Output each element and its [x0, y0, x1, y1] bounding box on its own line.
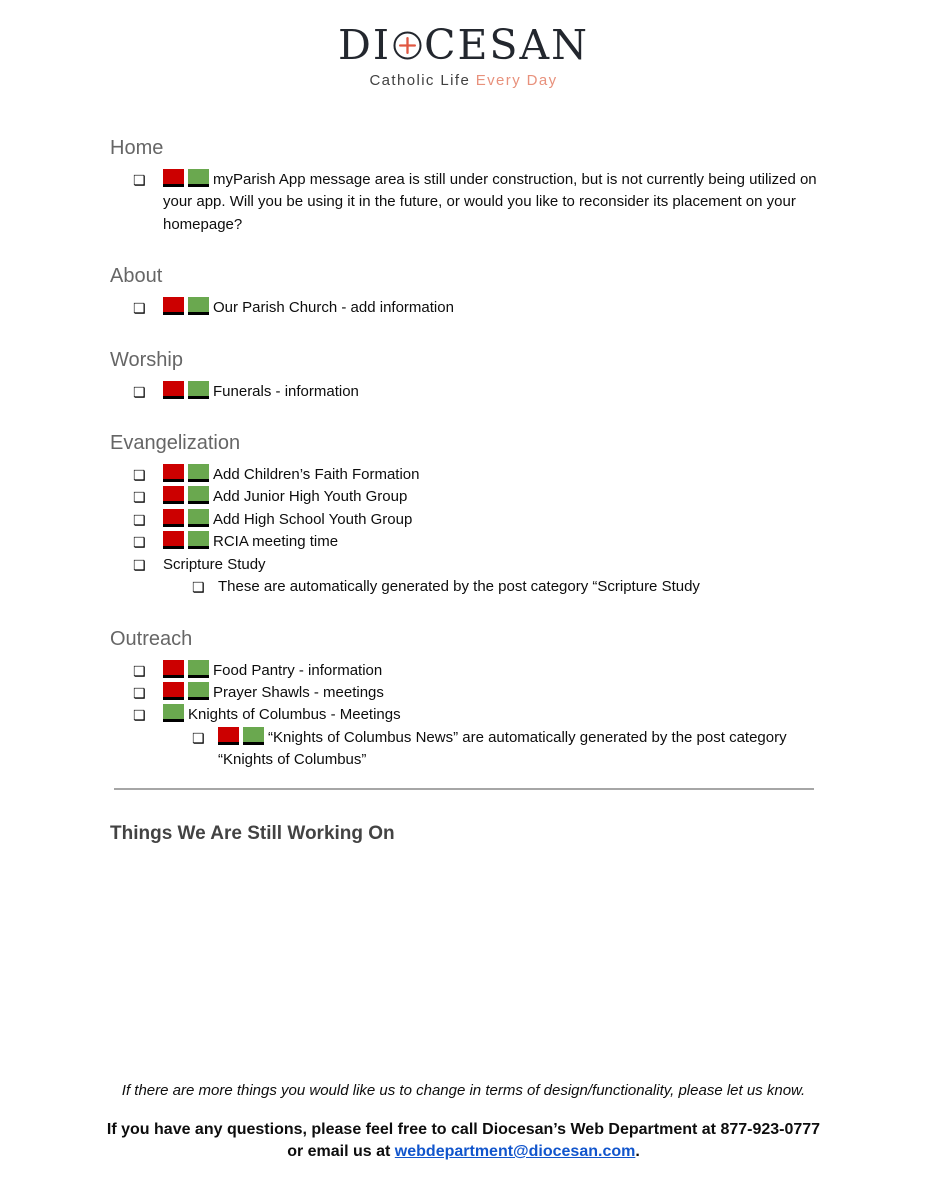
red-square-icon: [163, 509, 184, 527]
green-square-icon: [188, 381, 209, 399]
green-square-icon: [188, 660, 209, 678]
checklist-sections: [0, 135, 927, 772]
list-item: [0, 682, 819, 704]
green-square-icon: [188, 486, 209, 504]
green-square-icon: [188, 682, 209, 700]
list-item: [0, 554, 819, 576]
checkbox-icon: ❏: [133, 173, 146, 190]
red-square-icon: [163, 660, 184, 678]
red-square-icon: [163, 169, 184, 187]
section-list: [0, 464, 927, 598]
section-title-evangelization: Evangelization: [110, 432, 241, 455]
checkbox-icon: ❏: [133, 384, 146, 401]
list-item: [0, 576, 819, 598]
item-text: Food Pantry - information: [213, 661, 383, 679]
checkbox-icon: ❏: [133, 512, 146, 529]
checkbox-icon: ❏: [133, 468, 146, 485]
section-title-worship: Worship: [110, 348, 183, 371]
checkbox-icon: ❏: [133, 557, 146, 574]
section-list: [0, 169, 927, 236]
contact-after: .: [635, 1143, 640, 1161]
item-text: Our Parish Church - add information: [213, 299, 454, 317]
section-list: [0, 297, 927, 319]
section-title-about: About: [110, 265, 163, 288]
checkbox-icon: ❏: [192, 730, 205, 747]
item-text: RCIA meeting time: [213, 533, 339, 551]
contact-before: If you have any questions, please feel free to call Diocesan’s Web Department at 877-923-0777 or email us at: [106, 1120, 821, 1161]
section-title-outreach: Outreach: [110, 627, 193, 650]
list-item: [0, 169, 819, 236]
red-square-icon: [163, 531, 184, 549]
red-square-icon: [163, 682, 184, 700]
list-item: [0, 297, 819, 319]
green-square-icon: [243, 727, 264, 745]
green-square-icon: [188, 297, 209, 315]
item-text: Add Children’s Faith Formation: [213, 466, 420, 484]
green-square-icon: [188, 531, 209, 549]
list-item: [0, 704, 819, 726]
item-text: Add High School Youth Group: [213, 510, 413, 528]
green-square-icon: [163, 704, 184, 722]
list-item: [0, 509, 819, 531]
red-square-icon: [163, 297, 184, 315]
item-text: Add Junior High Youth Group: [213, 488, 408, 506]
red-square-icon: [163, 486, 184, 504]
green-square-icon: [188, 464, 209, 482]
green-square-icon: [188, 169, 209, 187]
brand-tagline: [0, 72, 927, 89]
item-text: These are automatically generated by the post category “Scripture Study: [218, 578, 700, 596]
checkbox-icon: ❏: [192, 580, 205, 597]
list-item: [0, 381, 819, 403]
brand-text-post: CESAN: [424, 21, 589, 69]
checkbox-icon: ❏: [133, 708, 146, 725]
brand-logo: [338, 21, 589, 69]
list-item: [0, 727, 819, 772]
list-item: [0, 531, 819, 553]
section-list: [0, 660, 927, 772]
checkbox-icon: ❏: [133, 663, 146, 680]
item-text: “Knights of Columbus News” are automatically generated by the post category “Knights of Columbus”: [218, 728, 787, 769]
item-text: Scripture Study: [163, 555, 266, 573]
green-square-icon: [188, 509, 209, 527]
brand-text-pre: DI: [338, 21, 392, 69]
contact-text: [102, 1119, 826, 1164]
red-square-icon: [218, 727, 239, 745]
checkbox-icon: ❏: [133, 490, 146, 507]
section-divider: [114, 788, 814, 790]
cross-in-circle-icon: [392, 26, 423, 69]
item-text: Funerals - information: [213, 382, 359, 400]
checkbox-icon: ❏: [133, 301, 146, 318]
section-title-home: Home: [110, 137, 164, 160]
list-item: [0, 486, 819, 508]
tagline-dark: Catholic Life: [369, 72, 476, 90]
logo-header: [0, 0, 927, 89]
checkbox-icon: ❏: [133, 535, 146, 552]
footer-note: If there are more things you would like us to change in terms of design/functionality, please let us know.: [121, 1081, 806, 1099]
red-square-icon: [163, 464, 184, 482]
tagline-accent: Every Day: [475, 72, 558, 90]
list-item: [0, 660, 819, 682]
list-item: [0, 464, 819, 486]
item-text: Knights of Columbus - Meetings: [188, 706, 401, 724]
item-text: myParish App message area is still under construction, but is not currently being utilized on your app. Will you be using it in the future, or would you like to reconsider its placement on your homepage?: [163, 171, 817, 233]
working-on-title: Things We Are Still Working On: [110, 822, 395, 844]
item-text: Prayer Shawls - meetings: [213, 683, 384, 701]
red-square-icon: [163, 381, 184, 399]
email-link[interactable]: webdepartment@diocesan.com: [394, 1143, 636, 1161]
section-list: [0, 381, 927, 403]
checkbox-icon: ❏: [133, 685, 146, 702]
